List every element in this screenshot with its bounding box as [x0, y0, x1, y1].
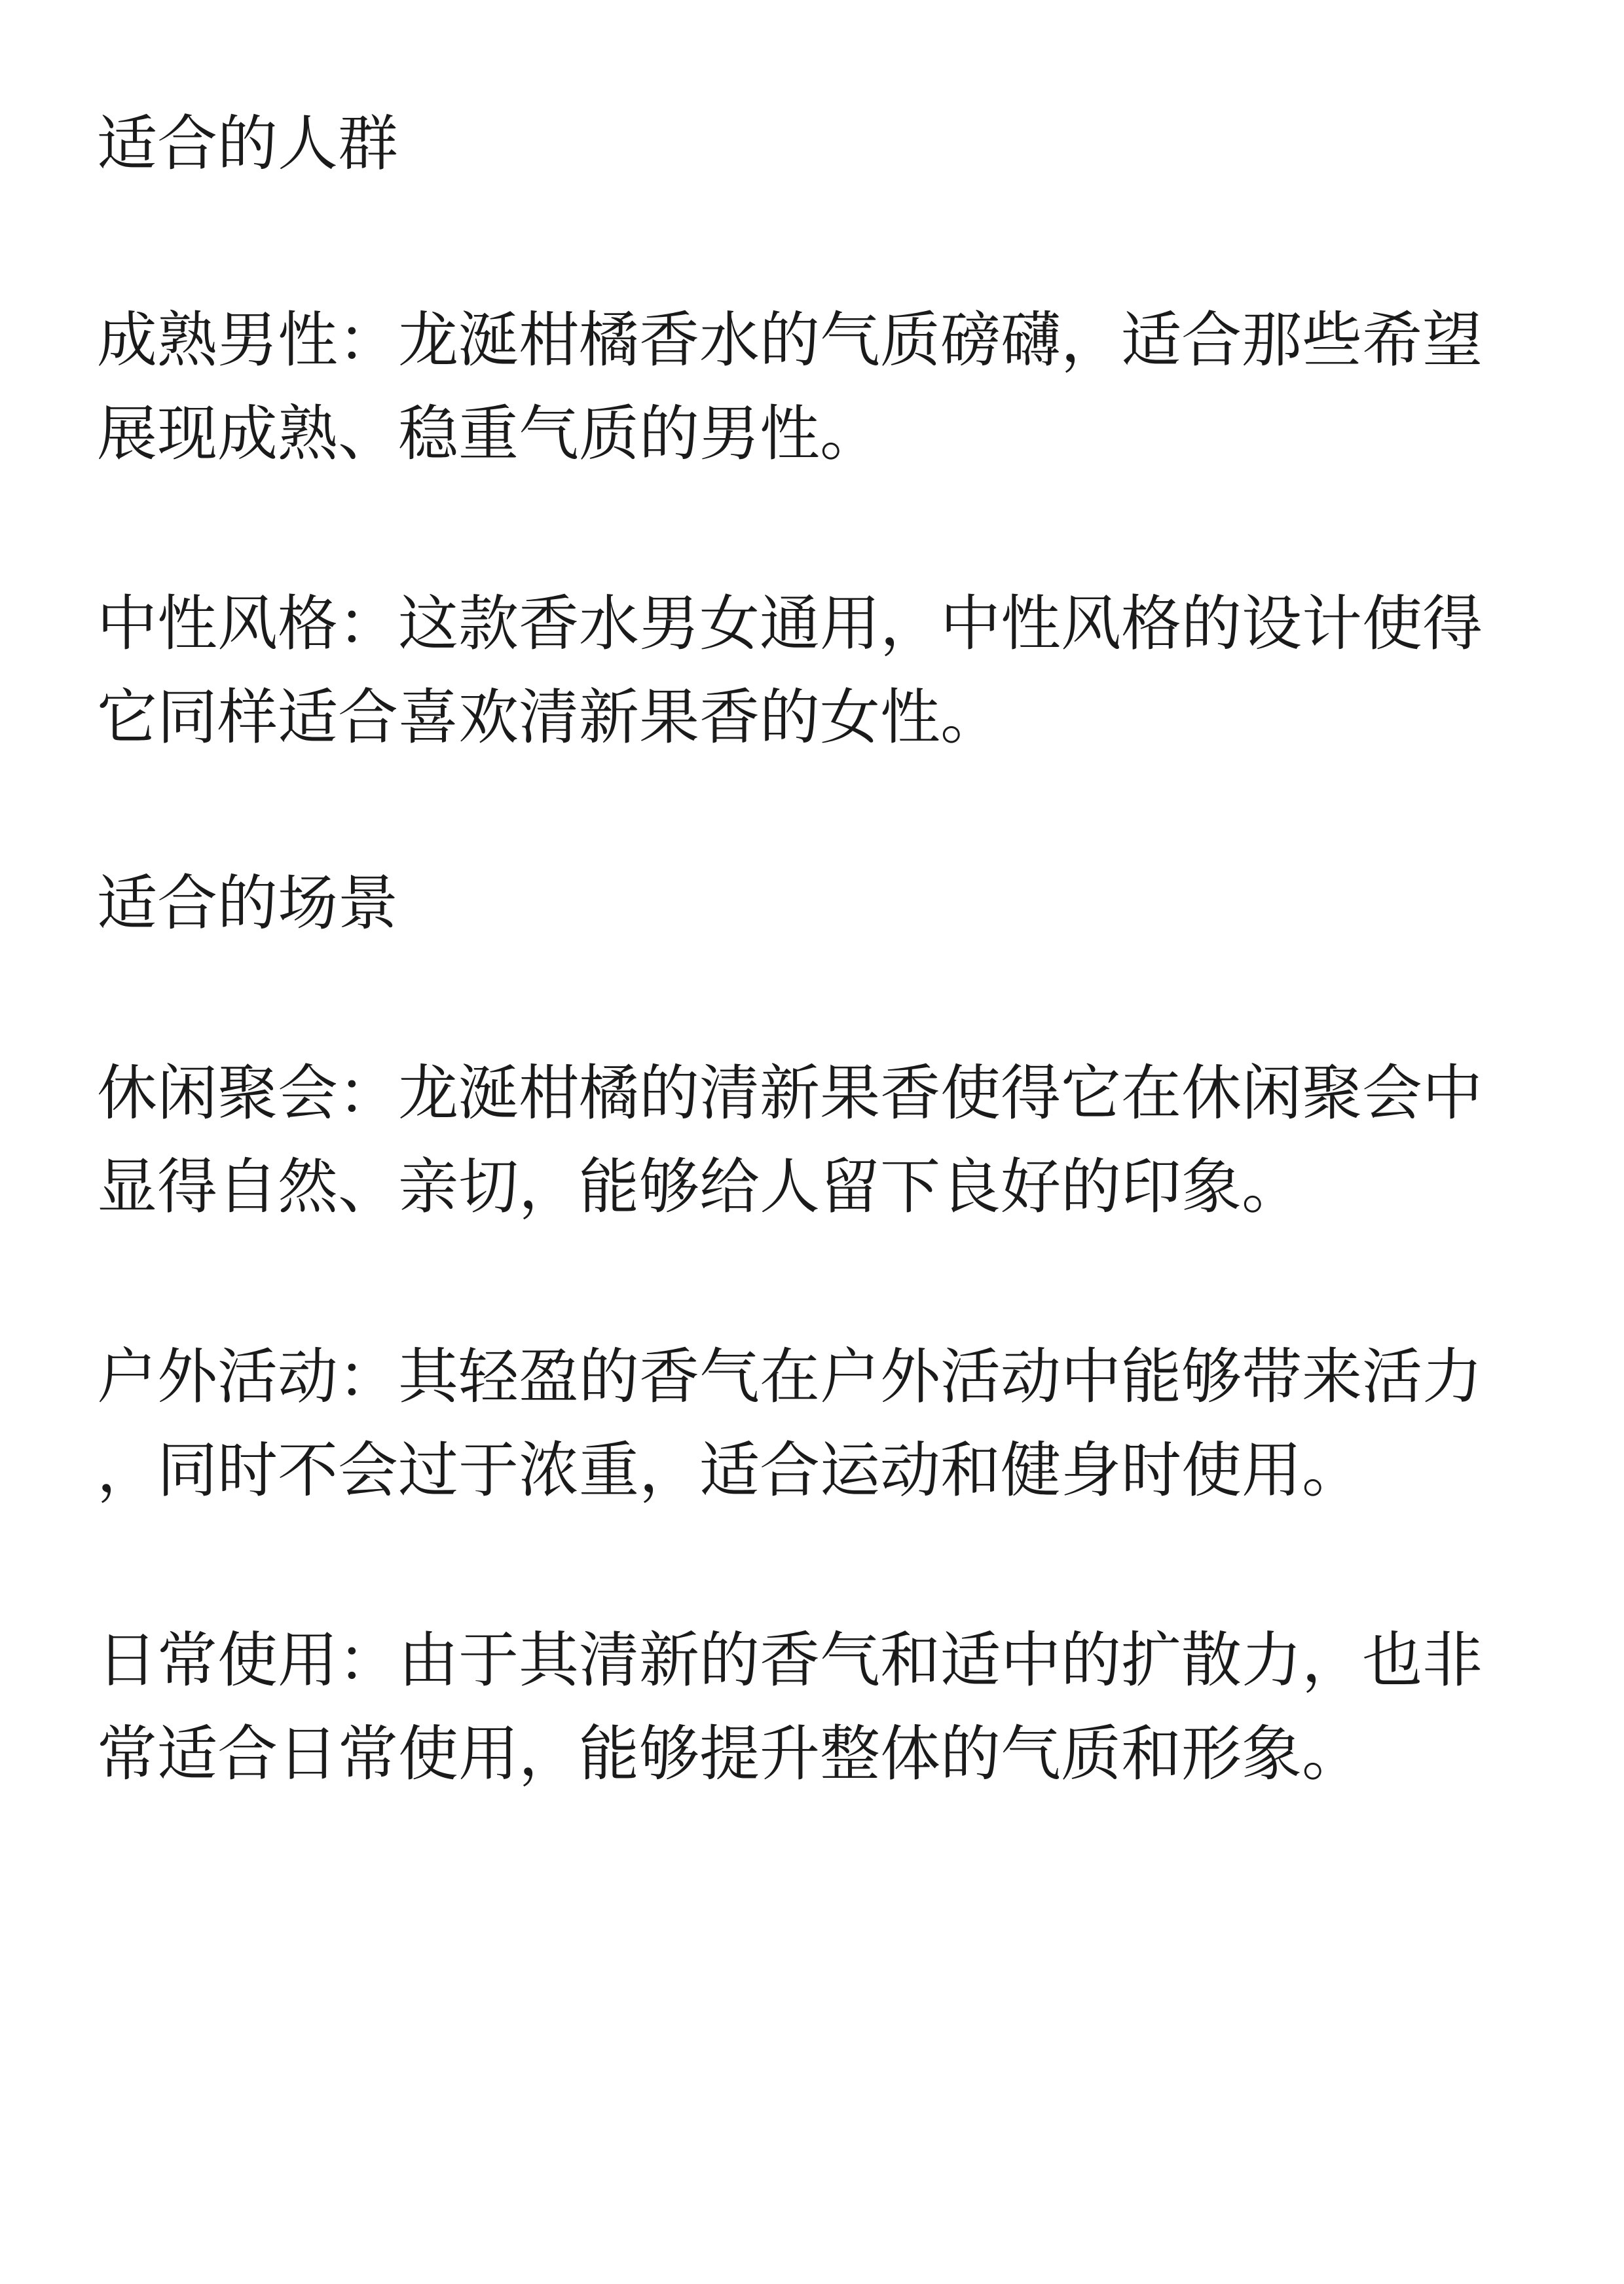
- paragraph-line: ，同时不会过于浓重，适合运动和健身时使用。: [97, 1435, 1363, 1505]
- paragraph-line: 它同样适合喜欢清新果香的女性。: [97, 682, 1001, 752]
- paragraph-line: 展现成熟、稳重气质的男性。: [97, 399, 881, 469]
- paragraph-line: 成熟男性：龙涎柑橘香水的气质磅礴，适合那些希望: [97, 305, 1483, 375]
- paragraph-line: 常适合日常使用，能够提升整体的气质和形象。: [97, 1719, 1363, 1789]
- paragraph-line: 户外活动：其轻盈的香气在户外活动中能够带来活力: [97, 1342, 1483, 1412]
- section-heading-occasions: 适合的场景: [97, 868, 399, 938]
- paragraph-line: 显得自然、亲切，能够给人留下良好的印象。: [97, 1152, 1302, 1222]
- paragraph-line: 休闲聚会：龙涎柑橘的清新果香使得它在休闲聚会中: [97, 1058, 1483, 1128]
- paragraph-line: 中性风格：这款香水男女通用，中性风格的设计使得: [97, 589, 1483, 659]
- section-heading-audience: 适合的人群: [97, 109, 399, 179]
- paragraph-line: 日常使用：由于其清新的香气和适中的扩散力，也非: [97, 1625, 1483, 1695]
